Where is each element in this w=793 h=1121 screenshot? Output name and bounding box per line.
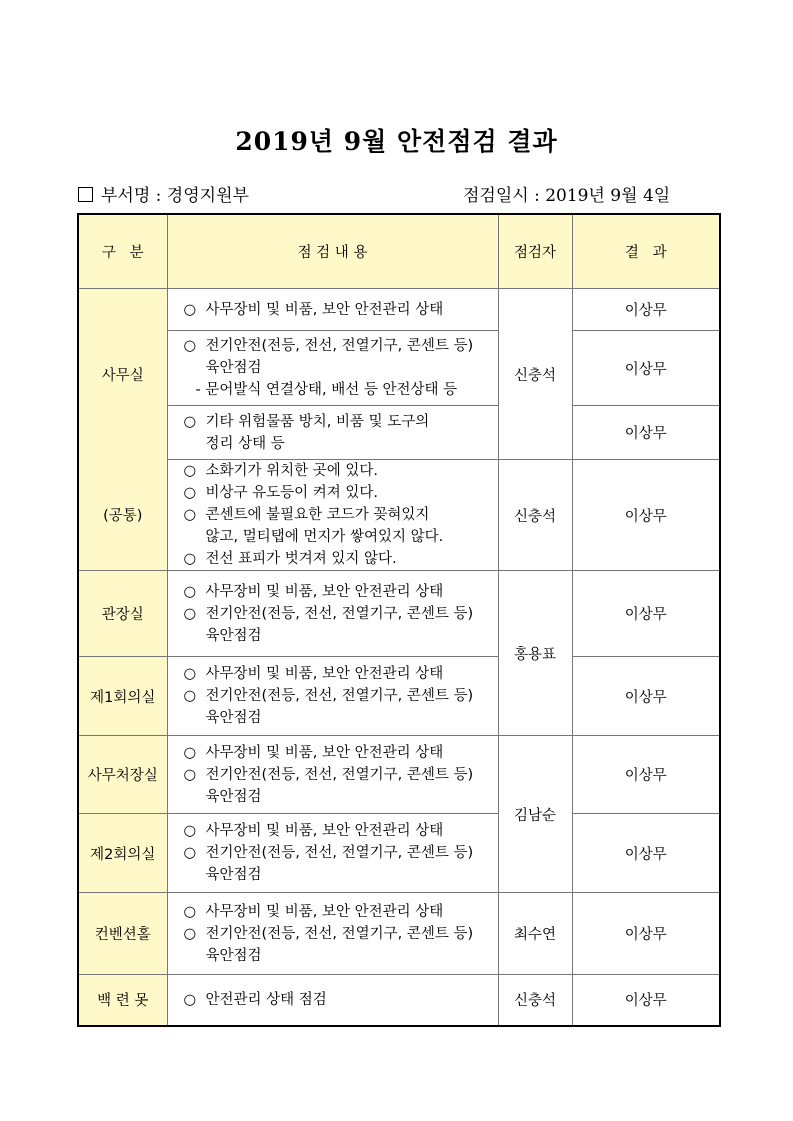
- header-content: 점 검 내 용: [167, 214, 498, 289]
- table-row: [78, 814, 720, 893]
- inspector-common: 신충석: [498, 460, 572, 571]
- result-cell: 이상무: [572, 814, 720, 893]
- category-office: 사무실: [78, 289, 167, 460]
- inspector-pond: 신충석: [498, 975, 572, 1026]
- result-cell: 이상무: [572, 736, 720, 814]
- inspection-date: 점검일시 : 2019년 9월 4일: [463, 186, 671, 206]
- content-cell: ○ 사무장비 및 비품, 보안 안전관리 상태 ○ 전기안전(전등, 전선, 전열기구, 콘센트 등) 육안점검: [167, 893, 498, 975]
- result-cell: 이상무: [572, 460, 720, 571]
- table-row: [78, 571, 720, 657]
- content-cell: ○ 전기안전(전등, 전선, 전열기구, 콘센트 등) 육안점검 - 문어발식 연결상태, 배선 등 안전상태 등: [167, 331, 498, 406]
- result-cell: 이상무: [572, 406, 720, 460]
- inspector-group2: 김남순: [498, 736, 572, 893]
- table-row: [78, 331, 720, 406]
- content-cell: ○ 사무장비 및 비품, 보안 안전관리 상태: [167, 289, 498, 331]
- category-director-room: 관장실: [78, 571, 167, 657]
- inspector-group1: 홍용표: [498, 571, 572, 736]
- table-row: [78, 406, 720, 460]
- content-cell: ○ 소화기가 위치한 곳에 있다. ○ 비상구 유도등이 켜져 있다. ○ 콘센트에 불필요한 코드가 꽂혀있지 않고, 멀티탭에 먼지가 쌓여있지 않다. ○ 전선 표피가 벗겨져 있지 않다.: [167, 460, 498, 571]
- category-convention-hall: 컨벤션홀: [78, 893, 167, 975]
- category-secretary-general-room: 사무처장실: [78, 736, 167, 814]
- result-cell: 이상무: [572, 331, 720, 406]
- content-cell: ○ 사무장비 및 비품, 보안 안전관리 상태 ○ 전기안전(전등, 전선, 전열기구, 콘센트 등) 육안점검: [167, 814, 498, 893]
- checkbox-icon: [78, 187, 93, 202]
- table-row: [78, 975, 720, 1026]
- result-cell: 이상무: [572, 571, 720, 657]
- result-cell: 이상무: [572, 289, 720, 331]
- content-cell: ○ 사무장비 및 비품, 보안 안전관리 상태 ○ 전기안전(전등, 전선, 전열기구, 콘센트 등) 육안점검: [167, 657, 498, 736]
- header-result: 결 과: [572, 214, 720, 289]
- category-meeting-room-2: 제2회의실: [78, 814, 167, 893]
- table-row: [78, 460, 720, 571]
- content-cell: ○ 안전관리 상태 점검: [167, 975, 498, 1026]
- content-cell: ○ 사무장비 및 비품, 보안 안전관리 상태 ○ 전기안전(전등, 전선, 전열기구, 콘센트 등) 육안점검: [167, 736, 498, 814]
- header-inspector: 점검자: [498, 214, 572, 289]
- content-cell: ○ 기타 위험물품 방치, 비품 및 도구의 정리 상태 등: [167, 406, 498, 460]
- result-cell: 이상무: [572, 975, 720, 1026]
- page-title: 2019년 9월 안전점검 결과: [235, 127, 558, 156]
- category-common: (공통): [78, 460, 167, 571]
- department-label: 부서명 : 경영지원부: [101, 186, 249, 206]
- table-header-row: [78, 214, 720, 289]
- header-category: 구 분: [78, 214, 167, 289]
- department-info: [78, 181, 249, 206]
- category-pond: 백 련 못: [78, 975, 167, 1026]
- inspection-table: [77, 213, 721, 1027]
- inspector-convention: 최수연: [498, 893, 572, 975]
- result-cell: 이상무: [572, 893, 720, 975]
- table-row: [78, 289, 720, 331]
- table-row: [78, 893, 720, 975]
- content-cell: ○ 사무장비 및 비품, 보안 안전관리 상태 ○ 전기안전(전등, 전선, 전열기구, 콘센트 등) 육안점검: [167, 571, 498, 657]
- category-meeting-room-1: 제1회의실: [78, 657, 167, 736]
- result-cell: 이상무: [572, 657, 720, 736]
- inspector-office: 신충석: [498, 289, 572, 460]
- table-row: [78, 736, 720, 814]
- table-row: [78, 657, 720, 736]
